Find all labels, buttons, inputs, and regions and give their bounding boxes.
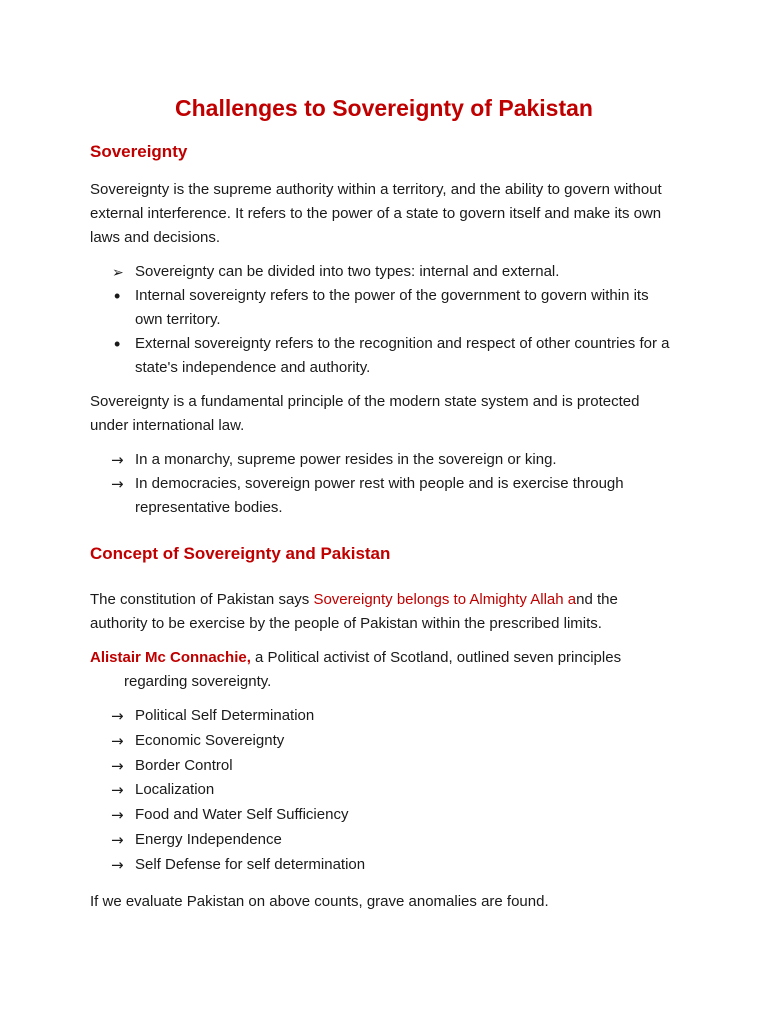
list-item-text: Self Defense for self determination bbox=[135, 855, 366, 873]
sovereignty-definition: Sovereignty is the supreme authority within a territory, and the ability to govern without external interference. It refers to the power of a state to govern itself and make its own laws and decisions. bbox=[90, 181, 662, 246]
list-item bbox=[90, 729, 678, 754]
list-item-text: Political Self Determination bbox=[135, 707, 315, 724]
sovereignty-principles-list bbox=[90, 704, 678, 878]
activist-paragraph bbox=[90, 646, 678, 694]
right-arrow-icon: → bbox=[111, 756, 124, 775]
right-arrow-icon: → bbox=[111, 806, 124, 825]
list-item-text: External sovereignty refers to the recognition and respect of other countries for a state's independence and authority. bbox=[135, 335, 670, 376]
arrowhead-bullet-icon: ➢ bbox=[112, 264, 124, 280]
activist-name: Alistair Mc Connachie, bbox=[90, 649, 251, 666]
right-arrow-icon: → bbox=[111, 475, 124, 493]
right-arrow-icon: → bbox=[111, 830, 124, 849]
list-item-text: Internal sovereignty refers to the power of the government to govern within its own territory. bbox=[135, 287, 649, 328]
list-item-text: Localization bbox=[135, 781, 215, 799]
list-item bbox=[90, 332, 678, 380]
right-arrow-icon: → bbox=[111, 855, 124, 874]
list-item-text: Border Control bbox=[135, 756, 233, 774]
constitution-highlight: Sovereignty belongs to Almighty Allah a bbox=[313, 591, 577, 608]
list-item bbox=[90, 448, 678, 472]
constitution-paragraph bbox=[90, 588, 678, 636]
list-item bbox=[90, 803, 678, 828]
list-item-text: Food and Water Self Sufficiency bbox=[135, 806, 349, 824]
right-arrow-icon: → bbox=[111, 731, 124, 750]
list-item bbox=[90, 472, 678, 520]
constitution-text-end: nd the authority to be exercise by the people of Pakistan within the prescribed limits. bbox=[90, 591, 618, 632]
section-heading-sovereignty: Sovereignty bbox=[90, 142, 188, 161]
list-item bbox=[90, 260, 678, 284]
activist-text: a Political activist of Scotland, outlined seven principles regarding sovereignty. bbox=[124, 649, 622, 690]
constitution-text-start: The constitution of Pakistan says bbox=[90, 591, 314, 608]
dot-bullet-icon: • bbox=[114, 286, 121, 306]
list-item-text: In a monarchy, supreme power resides in the sovereign or king. bbox=[135, 451, 557, 468]
conclusion-paragraph: If we evaluate Pakistan on above counts, grave anomalies are found. bbox=[90, 892, 549, 910]
list-item bbox=[90, 704, 678, 729]
list-item-text: In democracies, sovereign power rest with people and is exercise through representative bodies. bbox=[135, 475, 624, 516]
right-arrow-icon: → bbox=[111, 781, 124, 800]
power-location-list bbox=[90, 448, 678, 520]
list-item bbox=[90, 778, 678, 803]
list-item bbox=[90, 828, 678, 853]
right-arrow-icon: → bbox=[111, 707, 124, 725]
dot-bullet-icon: • bbox=[114, 334, 121, 354]
list-item-text: Economic Sovereignty bbox=[135, 731, 285, 749]
right-arrow-icon: → bbox=[111, 451, 124, 469]
section-heading-concept: Concept of Sovereignty and Pakistan bbox=[90, 544, 391, 563]
list-item-text: Sovereignty can be divided into two types: internal and external. bbox=[135, 263, 560, 280]
list-item bbox=[90, 853, 678, 878]
sovereignty-types-list bbox=[90, 260, 678, 380]
sovereignty-principle-paragraph: Sovereignty is a fundamental principle of the modern state system and is protected under international law. bbox=[90, 393, 640, 434]
list-item bbox=[90, 284, 678, 332]
page-title: Challenges to Sovereignty of Pakistan bbox=[175, 95, 593, 121]
list-item-text: Energy Independence bbox=[135, 830, 282, 848]
list-item bbox=[90, 754, 678, 779]
